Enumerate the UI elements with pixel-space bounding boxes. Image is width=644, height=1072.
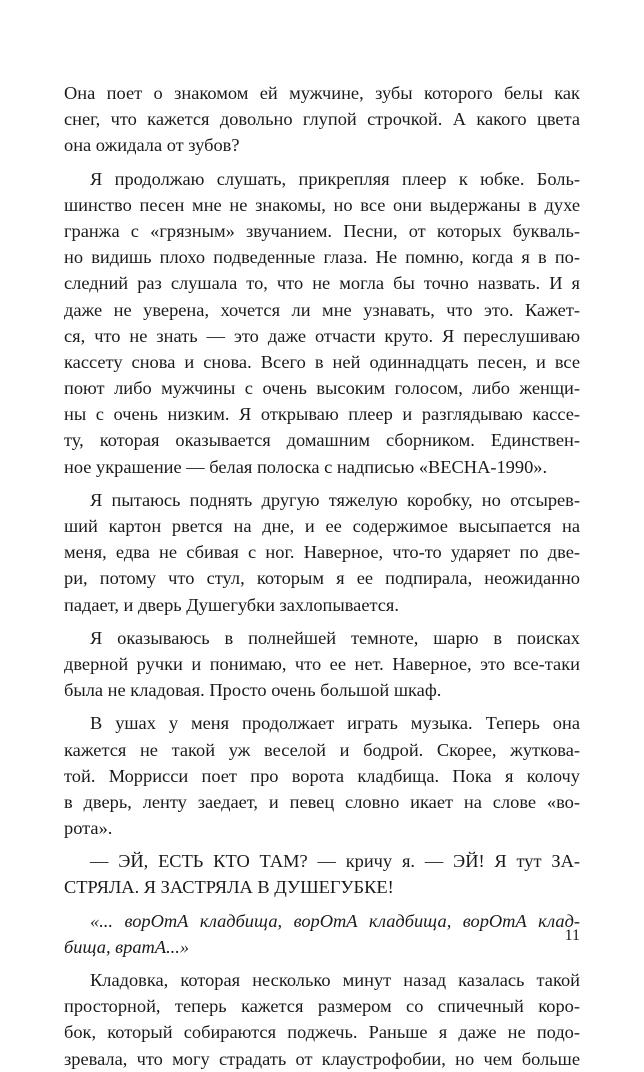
text-line: была не кладовая. Просто очень большой шкаф. <box>64 680 442 701</box>
text-line: гранжа с «грязным» звучанием. Песни, от которых букваль- <box>64 220 580 241</box>
text-line: — ЭЙ, ЕСТЬ КТО ТАМ? — кричу я. — ЭЙ! Я тут ЗА- <box>90 851 580 872</box>
text-line: зревала, что могу страдать от клаустрофобии, но чем больше <box>64 1048 580 1069</box>
paragraph <box>64 967 580 1072</box>
paragraph <box>64 908 580 960</box>
text-line: в дверь, ленту заедает, и певец словно икает на слове «во- <box>64 791 580 812</box>
paragraph-gap <box>64 841 580 848</box>
text-line: Она поет о знакомом ей мужчине, зубы которого белы как <box>64 83 580 103</box>
text-line: рота». <box>64 818 113 839</box>
text-line: падает, и дверь Душегубки захлопывается. <box>64 594 399 615</box>
text-line: кажется не такой уж веселой и бодрой. Скорее, жуткова- <box>64 739 580 760</box>
text-line: бища, вратА...» <box>64 936 190 957</box>
text-line: следний раз слушала то, что не могла бы точно назвать. И я <box>64 273 580 294</box>
text-line: ри, потому что стул, которым я ее подпирала, неожиданно <box>64 568 580 589</box>
text-line: бок, который собираются поджечь. Раньше я даже не подо- <box>64 1022 580 1043</box>
paragraph-gap <box>64 480 580 487</box>
text-line: той. Моррисси поет про ворота кладбища. Пока я колочу <box>64 765 580 786</box>
text-line: меня, едва не сбивая с ног. Наверное, что-то ударяет по две- <box>64 542 580 563</box>
text-line: просторной, теперь кажется размером со спичечный коро- <box>64 996 580 1017</box>
paragraph-gap <box>64 159 580 166</box>
page-number: 11 <box>564 927 580 944</box>
paragraph <box>64 710 580 841</box>
text-line: ший картон рвется на дне, и ее содержимое высыпается на <box>64 516 580 536</box>
paragraph <box>64 848 580 900</box>
text-line: ся, что не знать — это даже отчасти круто. Я переслушиваю <box>64 325 580 346</box>
paragraph-gap <box>64 960 580 967</box>
text-line: поют либо мужчины с очень высоким голосом, либо женщи- <box>64 378 580 399</box>
text-line: Я пытаюсь поднять другую тяжелую коробку, но отсырев- <box>90 489 580 510</box>
paragraph <box>64 80 580 159</box>
book-page-text <box>64 80 580 1072</box>
text-line: снег, что кажется довольно глупой строчкой. А какого цвета <box>64 109 580 130</box>
paragraph-gap <box>64 703 580 710</box>
text-line: шинство песен мне не знакомы, но все они выдержаны в духе <box>64 194 580 215</box>
text-line: СТРЯЛА. Я ЗАСТРЯЛА В ДУШЕГУБКЕ! <box>64 877 394 898</box>
text-line: она ожидала от зубов? <box>64 135 240 156</box>
text-line: дверной ручки и понимаю, что ее нет. Наверное, это все-таки <box>64 653 580 674</box>
text-line: Я продолжаю слушать, прикрепляя плеер к юбке. Боль- <box>90 168 580 189</box>
paragraph-gap <box>64 618 580 625</box>
text-line: Кладовка, которая несколько минут назад казалась такой <box>90 970 580 990</box>
paragraph <box>64 625 580 704</box>
paragraph <box>64 166 580 480</box>
text-line: даже не уверена, хочется ли мне узнавать, что это. Кажет- <box>64 299 580 320</box>
text-line: но видишь плохо подведенные глаза. Не помню, когда я в по- <box>64 247 580 268</box>
text-line: В ушах у меня продолжает играть музыка. Теперь она <box>90 713 580 734</box>
text-line: Я оказываюсь в полнейшей темноте, шарю в поисках <box>90 627 580 648</box>
text-line: ны с очень низким. Я открываю плеер и разглядываю кассе- <box>64 404 580 425</box>
text-line: ту, которая оказывается домашним сборником. Единствен- <box>64 430 580 451</box>
paragraph <box>64 487 580 618</box>
text-line: ное украшение — белая полоска с надписью «ВЕСНА-1990». <box>64 456 548 477</box>
text-line: «... ворОтА кладбища, ворОтА кладбища, ворОтА клад- <box>90 910 580 931</box>
text-line: кассету снова и снова. Всего в ней одиннадцать песен, и все <box>64 351 580 372</box>
paragraph-gap <box>64 901 580 908</box>
